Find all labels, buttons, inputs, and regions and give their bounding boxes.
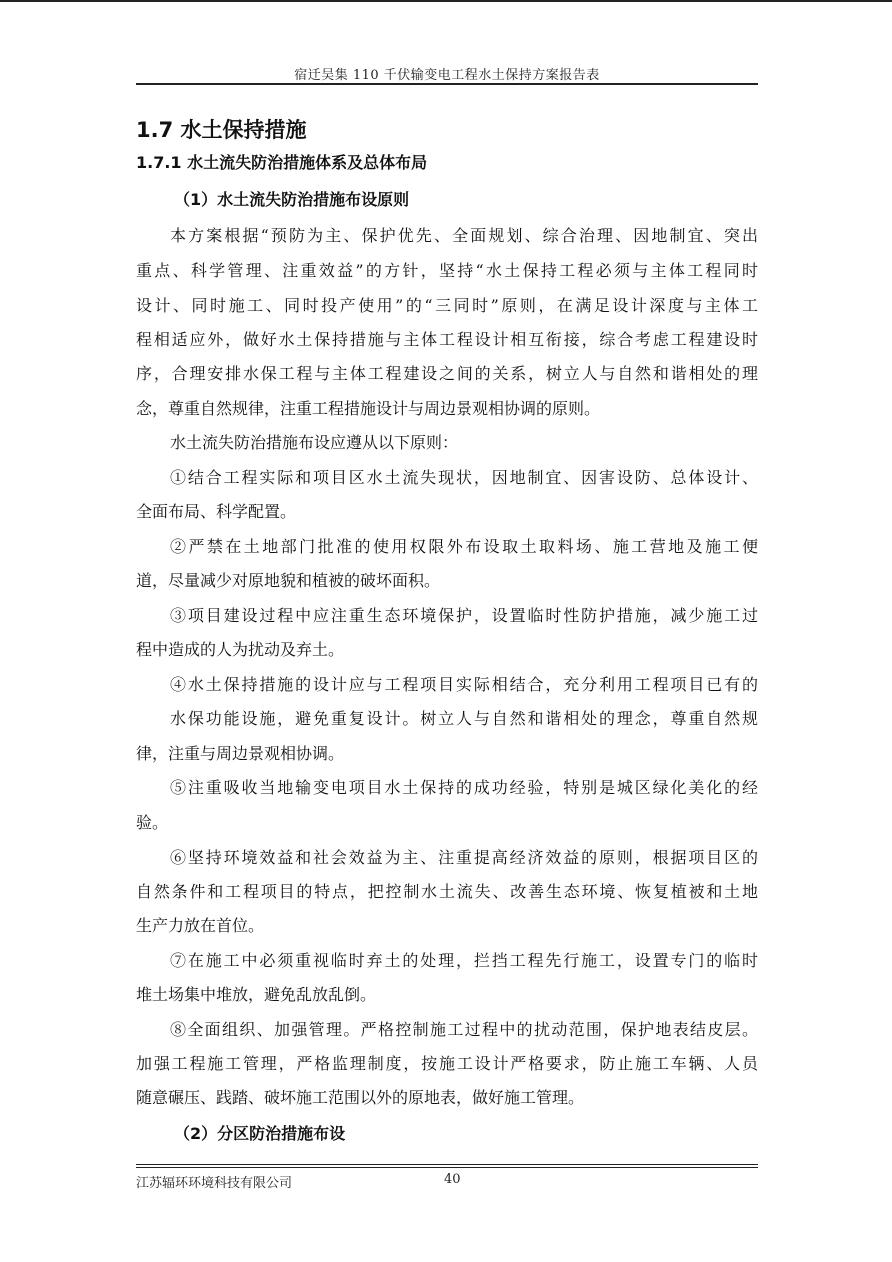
paragraph-line: 念，尊重自然规律，注重工程措施设计与周边景观相协调的原则。 <box>136 399 601 418</box>
list-item-line: ①结合工程实际和项目区水土流失现状，因地制宜、因害设防、总体设计、 <box>170 468 758 487</box>
page-number: 40 <box>444 1172 461 1187</box>
list-item-line: 程中造成的人为扰动及弃土。 <box>136 640 345 659</box>
list-item-line: 验。 <box>136 813 169 832</box>
list-item-line: 水保功能设施，避免重复设计。树立人与自然和谐相处的理念，尊重自然规 <box>170 709 758 728</box>
footer-company: 江苏辐环环境科技有限公司 <box>136 1176 293 1191</box>
subsection-heading: 1.7.1 水土流失防治措施体系及总体布局 <box>136 153 428 172</box>
footer-rule <box>136 1164 758 1165</box>
list-item-line: 堆土场集中堆放，避免乱放乱倒。 <box>136 985 377 1004</box>
list-item-line: ⑧全面组织、加强管理。严格控制施工过程中的扰动范围，保护地表结皮层。 <box>170 1020 758 1039</box>
footer-rule-double <box>136 1167 758 1168</box>
paragraph-line: 水土流失防治措施布设应遵从以下原则： <box>170 433 459 452</box>
list-item-line: 全面布局、科学配置。 <box>136 502 297 521</box>
paragraph-line: 程相适应外，做好水土保持措施与主体工程设计相互衔接，综合考虑工程建设时 <box>136 330 758 349</box>
list-item-line: 律，注重与周边景观相协调。 <box>136 744 345 763</box>
list-item-line: ⑤注重吸收当地输变电项目水土保持的成功经验，特别是城区绿化美化的经 <box>170 778 758 797</box>
principles-heading: （1）水土流失防治措施布设原则 <box>174 190 410 209</box>
list-item-line: ②严禁在土地部门批准的使用权限外布设取土取料场、施工营地及施工便 <box>170 537 758 556</box>
paragraph-line: 设计、同时施工、同时投产使用”的“三同时”原则，在满足设计深度与主体工 <box>136 296 758 315</box>
header-rule <box>136 83 758 85</box>
zoning-heading: （2）分区防治措施布设 <box>174 1124 346 1143</box>
page-header: 宿迁吴集 110 千伏输变电工程水土保持方案报告表 <box>294 68 600 83</box>
list-item-line: ⑥坚持环境效益和社会效益为主、注重提高经济效益的原则，根据项目区的 <box>170 848 758 867</box>
list-item-line: 随意碾压、践踏、破坏施工范围以外的原地表，做好施工管理。 <box>136 1088 585 1107</box>
list-item-line: 自然条件和工程项目的特点，把控制水土流失、改善生态环境、恢复植被和土地 <box>136 882 758 901</box>
section-heading: 1.7 水土保持措施 <box>136 118 307 142</box>
list-item-line: ③项目建设过程中应注重生态环境保护，设置临时性防护措施，减少施工过 <box>170 606 758 625</box>
list-item-line: ⑦在施工中必须重视临时弃土的处理，拦挡工程先行施工，设置专门的临时 <box>170 951 758 970</box>
page-top-border <box>0 0 892 2</box>
paragraph-line: 重点、科学管理、注重效益”的方针，坚持“水土保持工程必须与主体工程同时 <box>136 261 758 280</box>
paragraph-line: 本方案根据“预防为主、保护优先、全面规划、综合治理、因地制宜、突出 <box>170 226 758 245</box>
list-item-line: 生产力放在首位。 <box>136 916 265 935</box>
paragraph-line: 序，合理安排水保工程与主体工程建设之间的关系，树立人与自然和谐相处的理 <box>136 364 758 383</box>
list-item-line: ④水土保持措施的设计应与工程项目实际相结合，充分利用工程项目已有的 <box>170 675 758 694</box>
list-item-line: 道，尽量减少对原地貌和植被的破坏面积。 <box>136 571 441 590</box>
list-item-line: 加强工程施工管理，严格监理制度，按施工设计严格要求，防止施工车辆、人员 <box>136 1054 758 1073</box>
